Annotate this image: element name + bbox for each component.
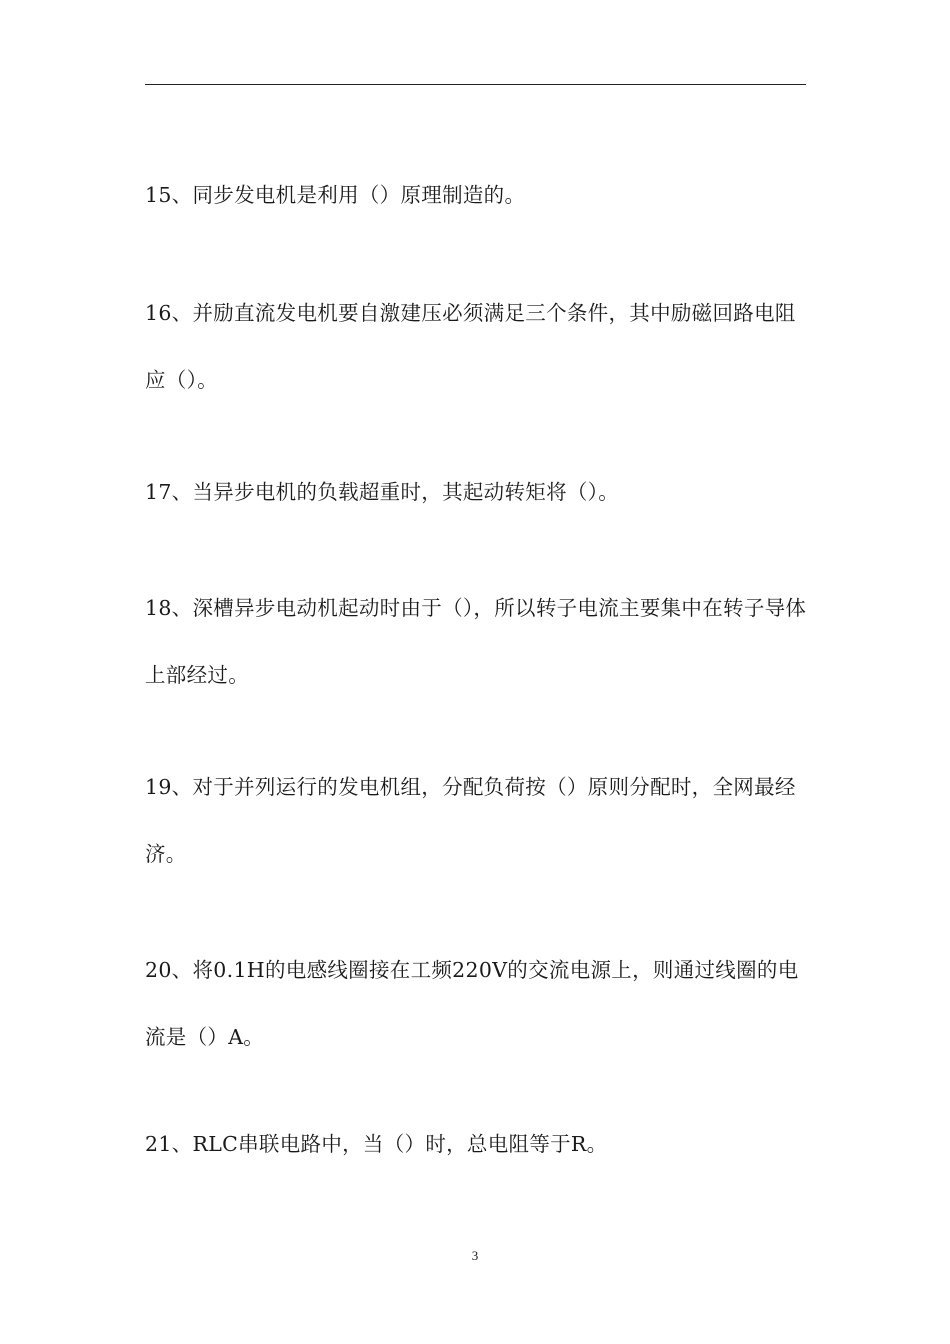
- page-number: 3: [471, 1248, 479, 1263]
- header-rule: [145, 84, 806, 85]
- question-15: 15、同步发电机是利用（）原理制造的。: [145, 183, 526, 207]
- question-16: 16、并励直流发电机要自激建压必须满足三个条件，其中励磁回路电阻应（）。: [145, 301, 796, 392]
- question-17: 17、当异步电机的负载超重时，其起动转矩将（）。: [145, 480, 620, 504]
- question-18: 18、深槽异步电动机起动时由于（），所以转子电流主要集中在转子导体上部经过。: [145, 596, 807, 687]
- question-21: 21、RLC串联电路中，当（）时，总电阻等于R。: [145, 1132, 608, 1156]
- question-20: 20、将0.1H的电感线圈接在工频220V的交流电源上，则通过线圈的电流是（）A。: [145, 958, 799, 1049]
- question-19: 19、对于并列运行的发电机组，分配负荷按（）原则分配时，全网最经济。: [145, 775, 796, 866]
